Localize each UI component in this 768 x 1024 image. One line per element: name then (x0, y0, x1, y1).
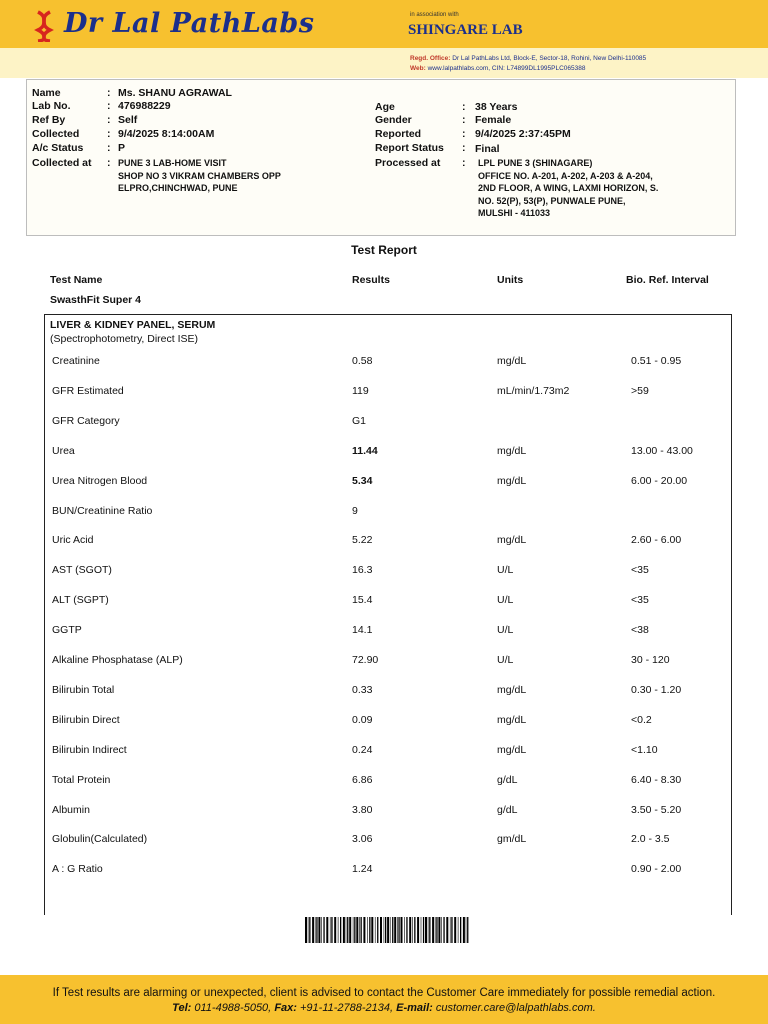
table-row (0, 654, 768, 668)
acstatus-label: A/c Status (32, 142, 84, 154)
test-result: 9 (352, 504, 358, 517)
table-row (0, 714, 768, 728)
test-name: Uric Acid (52, 534, 94, 547)
table-row (0, 355, 768, 369)
footer-band (0, 975, 768, 1024)
test-unit: U/L (497, 624, 514, 637)
patient-gender: Female (475, 114, 512, 126)
barcode-bar (414, 917, 415, 943)
barcode-bar (438, 917, 440, 943)
table-row (0, 534, 768, 548)
ref-interval: 30 - 120 (631, 654, 670, 666)
test-result: 0.24 (352, 743, 373, 756)
barcode-bar (406, 917, 407, 943)
patient-age: 38 Years (475, 101, 518, 113)
test-unit: mg/dL (497, 355, 527, 367)
labno-label: Lab No. (32, 100, 71, 112)
barcode-bar (443, 917, 444, 943)
barcode-bar (460, 917, 461, 943)
barcode-bar (356, 917, 358, 943)
barcode-bar (367, 917, 368, 943)
test-result: 1.24 (352, 863, 373, 876)
barcode-bar (309, 917, 310, 943)
test-result: 14.1 (352, 624, 373, 637)
table-row (0, 594, 768, 608)
barcode-bar (409, 917, 411, 943)
barcode-bar (326, 917, 328, 943)
lab-number: 476988229 (118, 100, 171, 112)
reportstatus-label: Report Status (375, 142, 444, 154)
barcode-bar (387, 917, 389, 943)
barcode-bar (377, 917, 378, 943)
test-result: 0.33 (352, 683, 373, 696)
test-result: 0.09 (352, 713, 373, 726)
test-unit: mg/dL (497, 444, 527, 457)
col-units: Units (497, 274, 524, 286)
barcode-bar (308, 917, 309, 943)
barcode-bar (353, 917, 354, 943)
collected-datetime: 9/4/2025 8:14:00AM (118, 128, 215, 140)
test-name: GFR Estimated (52, 384, 124, 397)
test-name: ALT (SGPT) (52, 594, 109, 607)
barcode-bar (435, 917, 436, 943)
gender-label: Gender (375, 114, 412, 126)
barcode-bar (323, 917, 324, 943)
ac-status: P (118, 142, 126, 154)
test-unit: g/dL (497, 773, 518, 786)
processed-at-address: LPL PUNE 3 (SHINAGARE) OFFICE NO. A-201, A-202, A-203 & A-204, 2ND FLOOR, A WING, LAXMI HORIZON, S. NO. 52(P), 53(P), PUNWALE PUNE, MULSHI - 411033 (478, 158, 659, 218)
test-name: Urea (52, 444, 75, 457)
barcode-bar (318, 917, 320, 943)
barcode-bar (398, 917, 399, 943)
barcode-bar (466, 917, 467, 943)
reported-datetime: 9/4/2025 2:37:45PM (475, 128, 571, 140)
test-result: 72.90 (352, 654, 379, 666)
barcode-bar (436, 917, 437, 943)
fax-number: +91-11-2788-2134, (300, 1002, 394, 1014)
association-label: in association with (410, 12, 459, 18)
barcode-bar (321, 917, 322, 943)
test-result: 5.34 (352, 474, 373, 487)
ref-interval: 0.90 - 2.00 (631, 863, 682, 876)
brand-logo-text[interactable]: Dr Lal PathLabs (64, 8, 315, 39)
ref-interval: <38 (631, 624, 649, 637)
section-title: LIVER & KIDNEY PANEL, SERUM (50, 319, 216, 331)
ref-interval: <1.10 (631, 743, 658, 756)
barcode-bar (331, 917, 332, 943)
table-row (0, 863, 768, 877)
barcode-bar (340, 917, 341, 943)
test-name: BUN/Creatinine Ratio (52, 504, 153, 517)
ref-by: Self (118, 114, 138, 126)
office-address: Regd. Office: Dr Lal PathLabs Ltd, Block-E, Sector-18, Rohini, New Delhi-110085 Web: www.lalpathlabs.com, CIN: L74899DL1995PLC065388 (410, 55, 647, 72)
test-result: G1 (352, 414, 367, 427)
test-name: Total Protein (52, 773, 111, 786)
ref-interval: <35 (631, 594, 649, 607)
collectedat-label: Collected at (32, 157, 92, 169)
barcode-bar (428, 917, 429, 943)
test-unit: mL/min/1.73m2 (497, 384, 570, 397)
test-name: A : G Ratio (52, 863, 103, 876)
header-subband (0, 48, 768, 78)
barcode-bar (338, 917, 339, 943)
package-name: SwasthFit Super 4 (50, 294, 142, 306)
barcode-bar (369, 917, 370, 943)
refby-label: Ref By (32, 114, 66, 126)
table-row (0, 475, 768, 489)
test-name: Urea Nitrogen Blood (52, 474, 148, 487)
barcode-bar (375, 917, 376, 943)
barcode-bar (384, 917, 385, 943)
barcode-bar (330, 917, 331, 943)
test-result: 3.80 (352, 803, 373, 816)
test-unit: mg/dL (497, 743, 527, 756)
table-row (0, 445, 768, 459)
test-unit: mg/dL (497, 534, 527, 547)
test-name: Creatinine (52, 355, 100, 367)
report-status: Final (475, 143, 500, 155)
table-row (0, 505, 768, 519)
patient-name: Ms. SHANU AGRAWAL (118, 87, 232, 99)
barcode-bar (390, 917, 391, 943)
table-row (0, 385, 768, 399)
barcode-bar (347, 917, 348, 943)
table-row (0, 744, 768, 758)
barcode-bar (312, 917, 314, 943)
barcode-bar (467, 917, 468, 943)
test-result: 0.58 (352, 355, 373, 367)
ref-interval: 2.60 - 6.00 (631, 534, 682, 547)
footer-contacts: Tel: 011-4988-5050, Fax: +91-11-2788-2134, E-mail: customer.care@lalpathlabs.com. (172, 1002, 596, 1014)
barcode-bar (458, 917, 459, 943)
test-unit: mg/dL (497, 474, 527, 487)
test-name: Globulin(Calculated) (52, 833, 148, 846)
table-row (0, 774, 768, 788)
dna-logo-icon (34, 10, 54, 42)
barcode-bar (463, 917, 465, 943)
partner-lab-name: SHINGARE LAB (408, 22, 523, 38)
barcode-bar (417, 917, 419, 943)
collected-at-address: PUNE 3 LAB-HOME VISIT SHOP NO 3 VIKRAM CHAMBERS OPP ELPRO,CHINCHWAD, PUNE (118, 158, 281, 193)
test-unit: mg/dL (497, 713, 527, 726)
test-result: 6.86 (352, 773, 373, 786)
barcode-bar (385, 917, 386, 943)
report-title: Test Report (351, 243, 417, 257)
barcode-bar (450, 917, 451, 943)
ref-interval: 6.00 - 20.00 (631, 474, 688, 487)
col-test-name: Test Name (50, 274, 103, 286)
test-name: GFR Category (52, 414, 120, 427)
table-row (0, 564, 768, 578)
barcode-bar (412, 917, 413, 943)
table-row (0, 684, 768, 698)
barcode-bar (404, 917, 405, 943)
test-result: 3.06 (352, 833, 373, 846)
barcode-bar (334, 917, 336, 943)
collected-label: Collected (32, 128, 80, 140)
section-method: (Spectrophotometry, Direct ISE) (50, 333, 199, 345)
test-unit: U/L (497, 564, 514, 577)
barcode-bar (425, 917, 427, 943)
barcode-bar (394, 917, 396, 943)
barcode-bar (315, 917, 316, 943)
ref-interval: 2.0 - 3.5 (631, 833, 670, 846)
barcode-bar (454, 917, 456, 943)
test-name: Albumin (52, 803, 90, 816)
test-result: 11.44 (352, 444, 378, 457)
test-unit: U/L (497, 594, 514, 607)
barcode-bar (429, 917, 430, 943)
barcode-bar (380, 917, 382, 943)
email-link[interactable]: customer.care@lalpathlabs.com. (435, 1002, 596, 1014)
test-name: Bilirubin Indirect (52, 743, 127, 756)
barcode-bar (392, 917, 393, 943)
test-name: Bilirubin Total (52, 683, 115, 696)
age-label: Age (375, 101, 395, 113)
barcode-bar (363, 917, 365, 943)
barcode-bar (316, 917, 317, 943)
footer-notice: If Test results are alarming or unexpected, client is advised to contact the Customer Care immediately for possible remedial action. (52, 987, 716, 999)
test-name: GGTP (52, 624, 82, 637)
barcode-bar (446, 917, 448, 943)
test-result: 5.22 (352, 534, 373, 547)
barcode-bar (354, 917, 355, 943)
test-result: 119 (352, 384, 369, 397)
barcode-bar (349, 917, 351, 943)
barcode-bar (343, 917, 345, 943)
ref-interval: 0.51 - 0.95 (631, 355, 682, 367)
table-row (0, 833, 768, 847)
test-unit: g/dL (497, 803, 518, 816)
barcode-bar (359, 917, 360, 943)
barcode-bar (451, 917, 452, 943)
name-label: Name (32, 87, 61, 99)
barcode-bar (397, 917, 398, 943)
test-unit: gm/dL (497, 833, 527, 846)
results-table-frame (44, 314, 732, 915)
ref-interval: 0.30 - 1.20 (631, 683, 682, 696)
processedat-label: Processed at (375, 157, 441, 169)
barcode-bar (401, 917, 403, 943)
ref-interval: >59 (631, 384, 649, 397)
test-name: AST (SGOT) (52, 564, 112, 577)
barcode-bar (421, 917, 422, 943)
barcode-bar (305, 917, 307, 943)
ref-interval: <35 (631, 564, 649, 577)
test-unit: U/L (497, 654, 514, 666)
table-row (0, 415, 768, 429)
barcode-bar (371, 917, 373, 943)
barcode-bar (432, 917, 434, 943)
col-ref-interval: Bio. Ref. Interval (626, 274, 709, 286)
table-row (0, 624, 768, 638)
barcode-bar (361, 917, 362, 943)
col-results: Results (352, 274, 390, 286)
test-unit: mg/dL (497, 683, 527, 696)
ref-interval: <0.2 (631, 713, 652, 726)
barcode-bar (441, 917, 442, 943)
table-row (0, 804, 768, 818)
test-name: Alkaline Phosphatase (ALP) (52, 654, 183, 666)
test-result: 16.3 (352, 564, 373, 577)
phone-link[interactable]: 011-4988-5050, (194, 1002, 272, 1014)
ref-interval: 3.50 - 5.20 (631, 803, 682, 816)
barcode-bar (346, 917, 347, 943)
barcode (305, 917, 471, 943)
test-name: Bilirubin Direct (52, 713, 120, 726)
barcode-bar (423, 917, 424, 943)
reported-label: Reported (375, 128, 422, 140)
test-result: 15.4 (352, 594, 373, 607)
ref-interval: 6.40 - 8.30 (631, 773, 682, 786)
ref-interval: 13.00 - 43.00 (631, 444, 693, 457)
